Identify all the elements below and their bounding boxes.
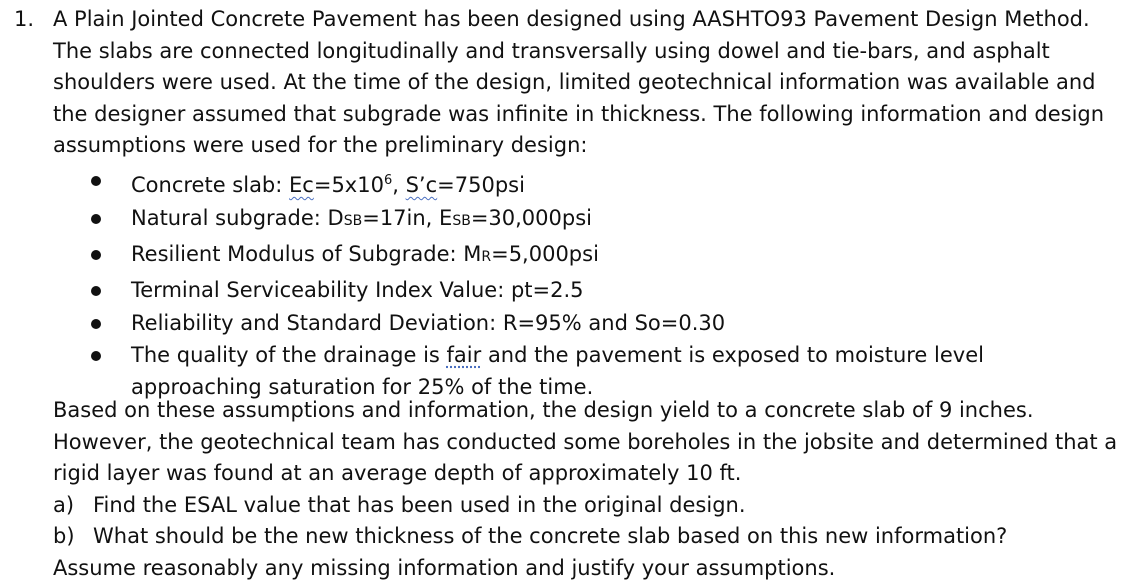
list-item-natural-subgrade: Natural subgrade: DSB=17in, ESB=30,000psi [53, 202, 1113, 238]
question-intro: A Plain Jointed Concrete Pavement has been designed using AASHTO93 Pavement Design Method. The slabs are connected longitudinally and transversally using dowel and tie-bars, and asphalt shoulders were used. At the time of the design, limited geotechnical information was available and the designer assumed that subgrade was infinite in thickness. The following information and design assumptions were used for the preliminary design: [53, 7, 1105, 157]
bullet-icon [91, 319, 101, 329]
list-item-reliability: Reliability and Standard Deviation: R=95% and So=0.30 [53, 307, 1113, 340]
part-b [53, 521, 1113, 552]
bullet-icon [91, 351, 101, 361]
part-label: b) [53, 524, 75, 548]
question-number: 1. [14, 7, 35, 31]
bullet-icon [91, 214, 101, 224]
proofing-underline: Ec [289, 173, 314, 197]
closing-instruction: Assume reasonably any missing information and justify your assumptions. [53, 556, 836, 580]
proofing-underline: S’c [405, 173, 438, 197]
list-item-concrete-slab: Concrete slab: $Ec=5x10^6$, S’c=750psi [53, 164, 1113, 202]
part-text: What should be the new thickness of the concrete slab based on this new information? [93, 524, 1008, 548]
geotech-paragraph: Based on these assumptions and information, the design yield to a concrete slab of 9 inches. However, the geotechnical team has conducted some boreholes in the jobsite and determined that a rigid layer was found at an average depth of approximately 10 ft. [53, 398, 1118, 485]
bullet-icon [91, 176, 101, 186]
list-item-terminal-serviceability: Terminal Serviceability Index Value: pt=2.5 [53, 274, 1113, 307]
bullet-icon [91, 286, 101, 296]
part-text: Find the ESAL value that has been used in the original design. [93, 493, 746, 517]
part-a [53, 490, 1113, 521]
list-item-resilient-modulus: Resilient Modulus of Subgrade: MR=5,000psi [53, 238, 1113, 274]
bullet-icon [91, 250, 101, 260]
assumption-list [53, 164, 1113, 403]
proofing-underline: fair [446, 343, 482, 367]
list-item-drainage: The quality of the drainage is fair and the pavement is exposed to moisture level approaching saturation for 25% of the time. [53, 340, 1113, 403]
part-label: a) [53, 493, 75, 517]
